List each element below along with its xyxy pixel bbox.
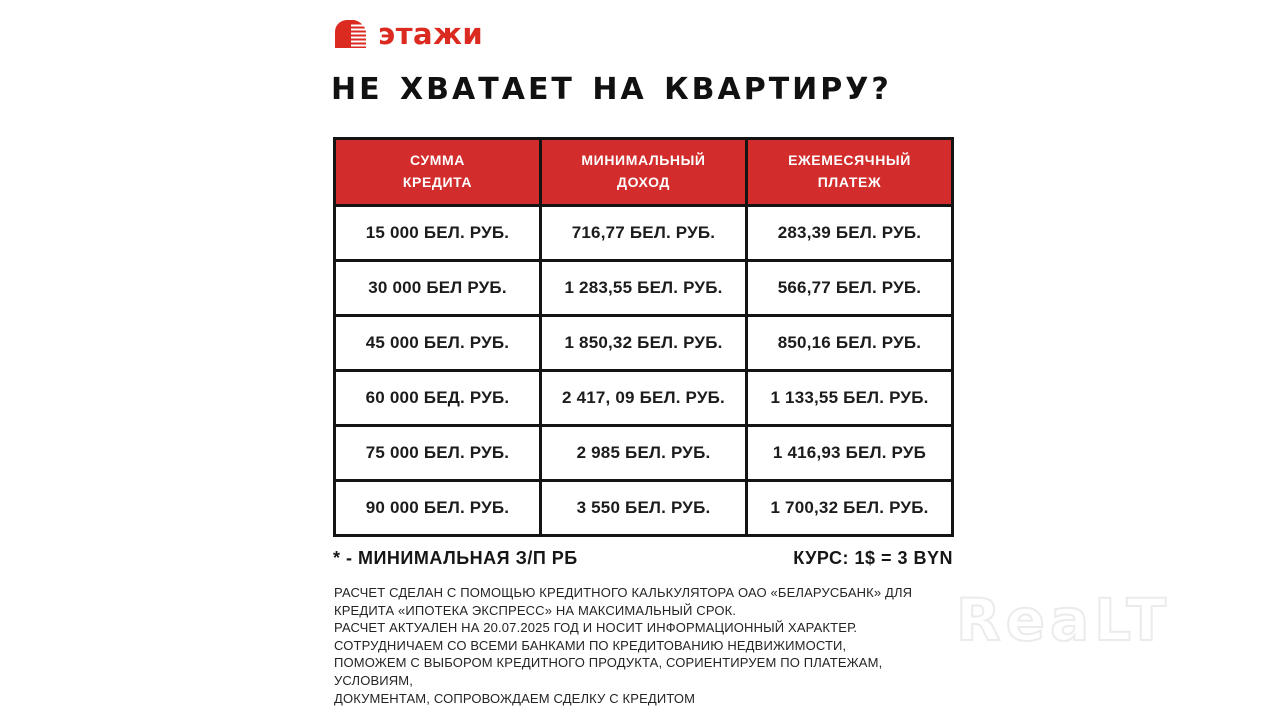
footnote-row	[333, 548, 953, 569]
table-row	[335, 481, 953, 536]
brand-name: этажи	[378, 16, 484, 51]
table-row	[335, 426, 953, 481]
table-row	[335, 371, 953, 426]
column-header-monthly-payment	[747, 139, 953, 206]
table-cell: 75 000 БЕЛ. РУБ.	[335, 426, 541, 481]
page-title: НЕ ХВАТАЕТ НА КВАРТИРУ?	[331, 72, 892, 107]
table-cell: 45 000 БЕЛ. РУБ.	[335, 316, 541, 371]
column-header-loan-amount	[335, 139, 541, 206]
table-cell: 15 000 БЕЛ. РУБ.	[335, 206, 541, 261]
loan-table	[333, 137, 954, 537]
exchange-rate-note: КУРС: 1$ = 3 BYN	[793, 548, 953, 568]
table-cell: 60 000 БЕД. РУБ.	[335, 371, 541, 426]
disclaimer-line: ДОКУМЕНТАМ, СОПРОВОЖДАЕМ СДЕЛКУ С КРЕДИТОМ	[334, 690, 696, 706]
table-cell: 30 000 БЕЛ РУБ.	[335, 261, 541, 316]
table-row	[335, 316, 953, 371]
table-cell: 2 417, 09 БЕЛ. РУБ.	[541, 371, 747, 426]
table-cell: 850,16 БЕЛ. РУБ.	[747, 316, 953, 371]
table-header-row	[335, 139, 953, 206]
header-line: ДОХОД	[617, 174, 670, 190]
column-header-minimum-income	[541, 139, 747, 206]
building-icon	[333, 18, 369, 50]
table-cell: 1 416,93 БЕЛ. РУБ	[747, 426, 953, 481]
table-cell: 283,39 БЕЛ. РУБ.	[747, 206, 953, 261]
disclaimer-line: ПОМОЖЕМ С ВЫБОРОМ КРЕДИТНОГО ПРОДУКТА, СОРИЕНТИРУЕМ ПО ПЛАТЕЖАМ,	[334, 655, 883, 671]
table-row	[335, 206, 953, 261]
disclaimer-line: КРЕДИТА «ИПОТЕКА ЭКСПРЕСС» НА МАКСИМАЛЬНЫЙ СРОК.	[334, 602, 737, 618]
header-line: МИНИМАЛЬНЫЙ	[581, 152, 706, 169]
disclaimer-line: СОТРУДНИЧАЕМ СО ВСЕМИ БАНКАМИ ПО КРЕДИТОВАНИЮ НЕДВИЖИМОСТИ,	[334, 637, 847, 653]
table-cell: 1 850,32 БЕЛ. РУБ.	[541, 316, 747, 371]
header-line: КРЕДИТА	[402, 174, 473, 190]
header-line: ЕЖЕМЕСЯЧНЫЙ	[788, 152, 911, 169]
table-cell: 716,77 БЕЛ. РУБ.	[541, 206, 747, 261]
header-line: СУММА	[409, 152, 466, 169]
table-cell: 1 133,55 БЕЛ. РУБ.	[747, 371, 953, 426]
brand-logo	[333, 17, 483, 51]
realt-watermark: ReaLT	[956, 586, 1172, 654]
disclaimer-line: РАСЧЕТ СДЕЛАН С ПОМОЩЬЮ КРЕДИТНОГО КАЛЬКУЛЯТОРА ОАО «БЕЛАРУСБАНК» ДЛЯ	[334, 585, 913, 600]
footnote-minimal-salary: * - МИНИМАЛЬНАЯ З/П РБ	[333, 548, 578, 568]
header-line: ПЛАТЕЖ	[817, 174, 882, 190]
table-cell: 2 985 БЕЛ. РУБ.	[541, 426, 747, 481]
table-cell: 566,77 БЕЛ. РУБ.	[747, 261, 953, 316]
table-cell: 3 550 БЕЛ. РУБ.	[541, 481, 747, 536]
table-row	[335, 261, 953, 316]
table-cell: 1 700,32 БЕЛ. РУБ.	[747, 481, 953, 536]
table-cell: 90 000 БЕЛ. РУБ.	[335, 481, 541, 536]
disclaimer-text	[334, 584, 984, 707]
disclaimer-line: РАСЧЕТ АКТУАЛЕН НА 20.07.2025 ГОД И НОСИТ ИНФОРМАЦИОННЫЙ ХАРАКТЕР.	[334, 620, 858, 636]
disclaimer-line: УСЛОВИЯМ,	[334, 672, 414, 688]
table-cell: 1 283,55 БЕЛ. РУБ.	[541, 261, 747, 316]
